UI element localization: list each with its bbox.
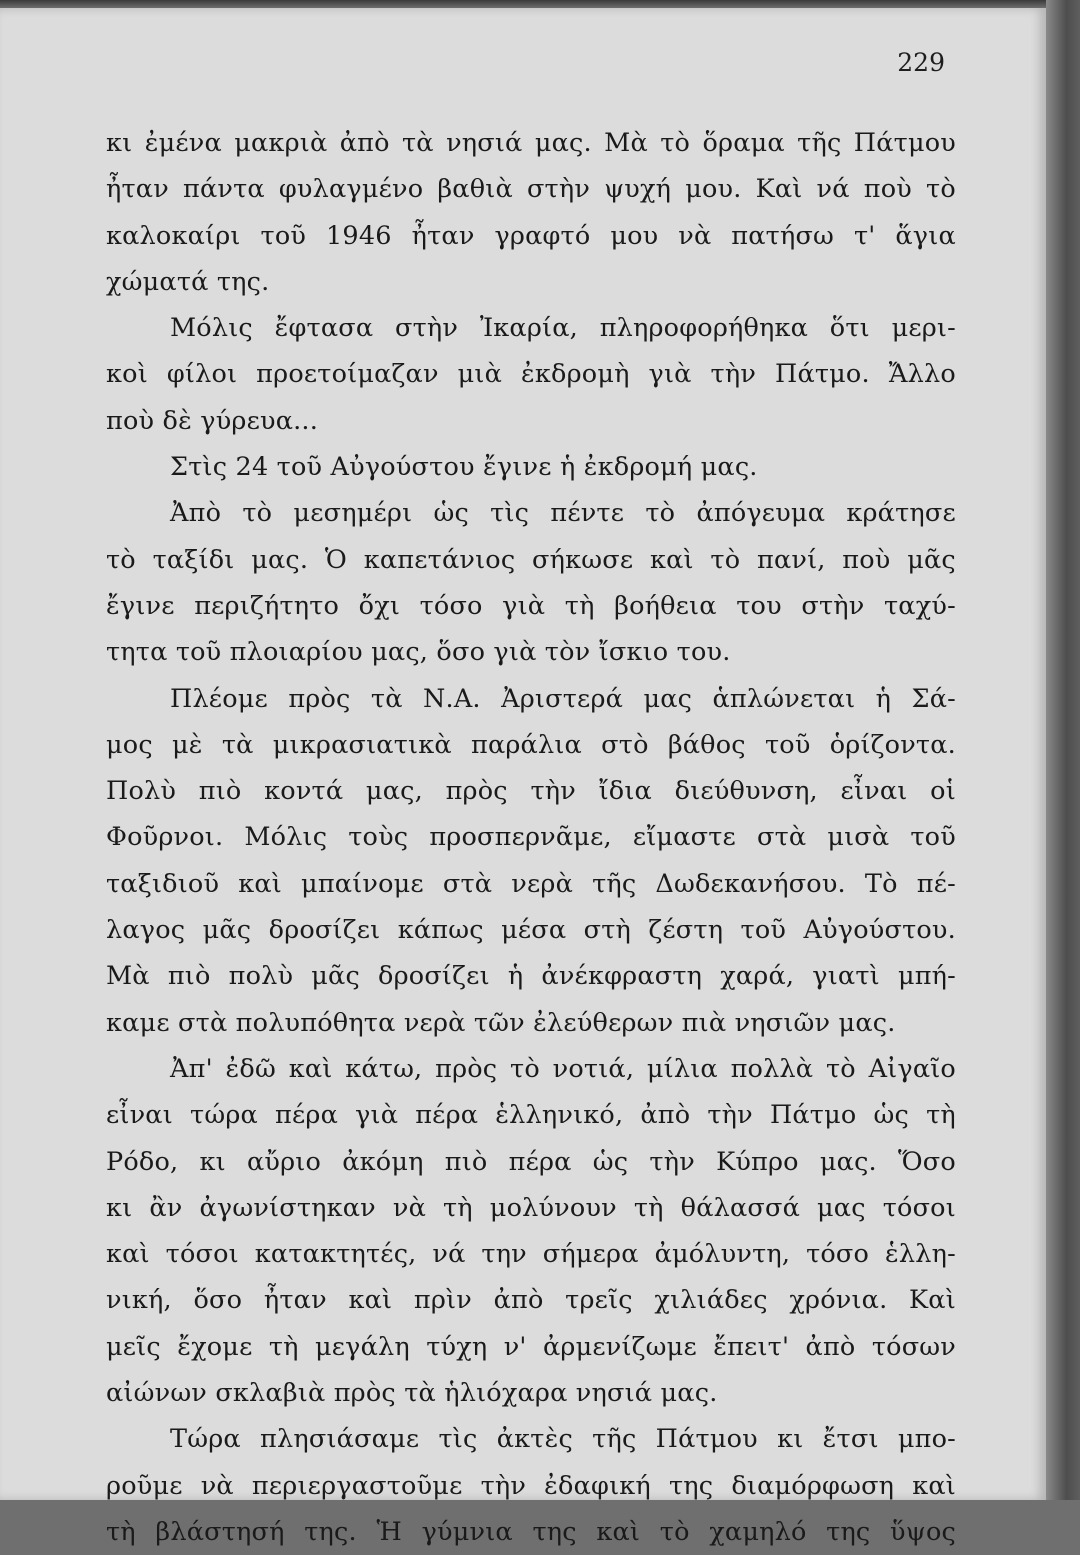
text-line: Ἀπ' ἐδῶ καὶ κάτω, πρὸς τὸ νοτιά, μίλια πολλὰ τὸ Αἰγαῖο xyxy=(170,1053,956,1084)
text-line: ροῦμε νὰ περιεργαστοῦμε τὴν ἐδαφική της διαμόρφωση καὶ xyxy=(106,1470,956,1501)
text-line: εἶναι τώρα πέρα γιὰ πέρα ἑλληνικό, ἀπὸ τὴν Πάτμο ὡς τὴ xyxy=(106,1100,956,1131)
text-line: χώματά της. xyxy=(106,266,270,297)
text-line: Μόλις ἔφτασα στὴν Ἰκαρία, πληροφορήθηκα ὅτι μερι- xyxy=(170,313,956,344)
text-line: μος μὲ τὰ μικρασιατικὰ παράλια στὸ βάθος τοῦ ὁρίζοντα. xyxy=(106,729,956,760)
text-line: Στὶς 24 τοῦ Αὐγούστου ἔγινε ἡ ἐκδρομή μας. xyxy=(170,452,758,483)
text-line: ἦταν πάντα φυλαγμένο βαθιὰ στὴν ψυχή μου. Καὶ νά ποὺ τὸ xyxy=(106,174,956,205)
text-line: Πολὺ πιὸ κοντά μας, πρὸς τὴν ἴδια διεύθυνση, εἶναι οἱ xyxy=(106,776,956,807)
body-text xyxy=(106,120,956,1555)
text-line: ταξιδιοῦ καὶ μπαίνομε στὰ νερὰ τῆς Δωδεκανήσου. Τὸ πέ- xyxy=(106,868,956,899)
text-line: καὶ τόσοι κατακτητές, νά την σήμερα ἀμόλυντη, τόσο ἑλλη- xyxy=(106,1239,956,1270)
book-page xyxy=(0,8,1046,1547)
page-edge-shadow xyxy=(1046,0,1080,1500)
text-line: καλοκαίρι τοῦ 1946 ἦταν γραφτό μου νὰ πατήσω τ' ἅγια xyxy=(106,220,956,251)
text-line: αἰώνων σκλαβιὰ πρὸς τὰ ἡλιόχαρα νησιά μας. xyxy=(106,1378,718,1409)
text-line: κι ἐμένα μακριὰ ἀπὸ τὰ νησιά μας. Μὰ τὸ ὅραμα τῆς Πάτμου xyxy=(106,128,956,158)
text-line: καμε στὰ πολυπόθητα νερὰ τῶν ἐλεύθερων πιὰ νησιῶν μας. xyxy=(106,1007,896,1038)
text-line: λαγος μᾶς δροσίζει κάπως μέσα στὴ ζέστη τοῦ Αὐγούστου. xyxy=(106,915,956,946)
text-line: τὸ ταξίδι μας. Ὁ καπετάνιος σήκωσε καὶ τὸ πανί, ποὺ μᾶς xyxy=(106,544,956,575)
text-line: νική, ὅσο ἦταν καὶ πρὶν ἀπὸ τρεῖς χιλιάδες χρόνια. Καὶ xyxy=(106,1285,956,1316)
text-line: κοὶ φίλοι προετοίμαζαν μιὰ ἐκδρομὴ γιὰ τὴν Πάτμο. Ἄλλο xyxy=(106,359,956,390)
text-line: μεῖς ἔχομε τὴ μεγάλη τύχη ν' ἀρμενίζωμε ἔπειτ' ἀπὸ τόσων xyxy=(106,1331,956,1362)
page-number: 229 xyxy=(897,48,945,77)
text-line: τητα τοῦ πλοιαρίου μας, ὅσο γιὰ τὸν ἴσκιο του. xyxy=(106,637,731,668)
text-line: Μὰ πιὸ πολὺ μᾶς δροσίζει ἡ ἀνέκφραστη χαρά, γιατὶ μπή- xyxy=(106,961,956,992)
text-line: Ἀπὸ τὸ μεσημέρι ὡς τὶς πέντε τὸ ἀπόγευμα κράτησε xyxy=(170,498,956,529)
text-line: τὴ βλάστησή της. Ἡ γύμνια της καὶ τὸ χαμηλό της ὕψος xyxy=(106,1516,956,1547)
text-line: Πλέομε πρὸς τὰ Ν.Α. Ἀριστερά μας ἁπλώνεται ἡ Σά- xyxy=(170,683,956,714)
text-line: Τώρα πλησιάσαμε τὶς ἀκτὲς τῆς Πάτμου κι ἔτσι μπο- xyxy=(170,1424,956,1455)
text-line: ποὺ δὲ γύρευα... xyxy=(106,405,319,436)
text-line: κι ἂν ἀγωνίστηκαν νὰ τὴ μολύνουν τὴ θάλασσά μας τόσοι xyxy=(106,1192,956,1223)
text-line: Ρόδο, κι αὔριο ἀκόμη πιὸ πέρα ὡς τὴν Κύπρο μας. Ὅσο xyxy=(106,1146,956,1177)
text-line: ἔγινε περιζήτητο ὄχι τόσο γιὰ τὴ βοήθεια του στὴν ταχύ- xyxy=(106,590,956,621)
text-line: Φοῦρνοι. Μόλις τοὺς προσπερνᾶμε, εἴμαστε στὰ μισὰ τοῦ xyxy=(106,822,956,853)
